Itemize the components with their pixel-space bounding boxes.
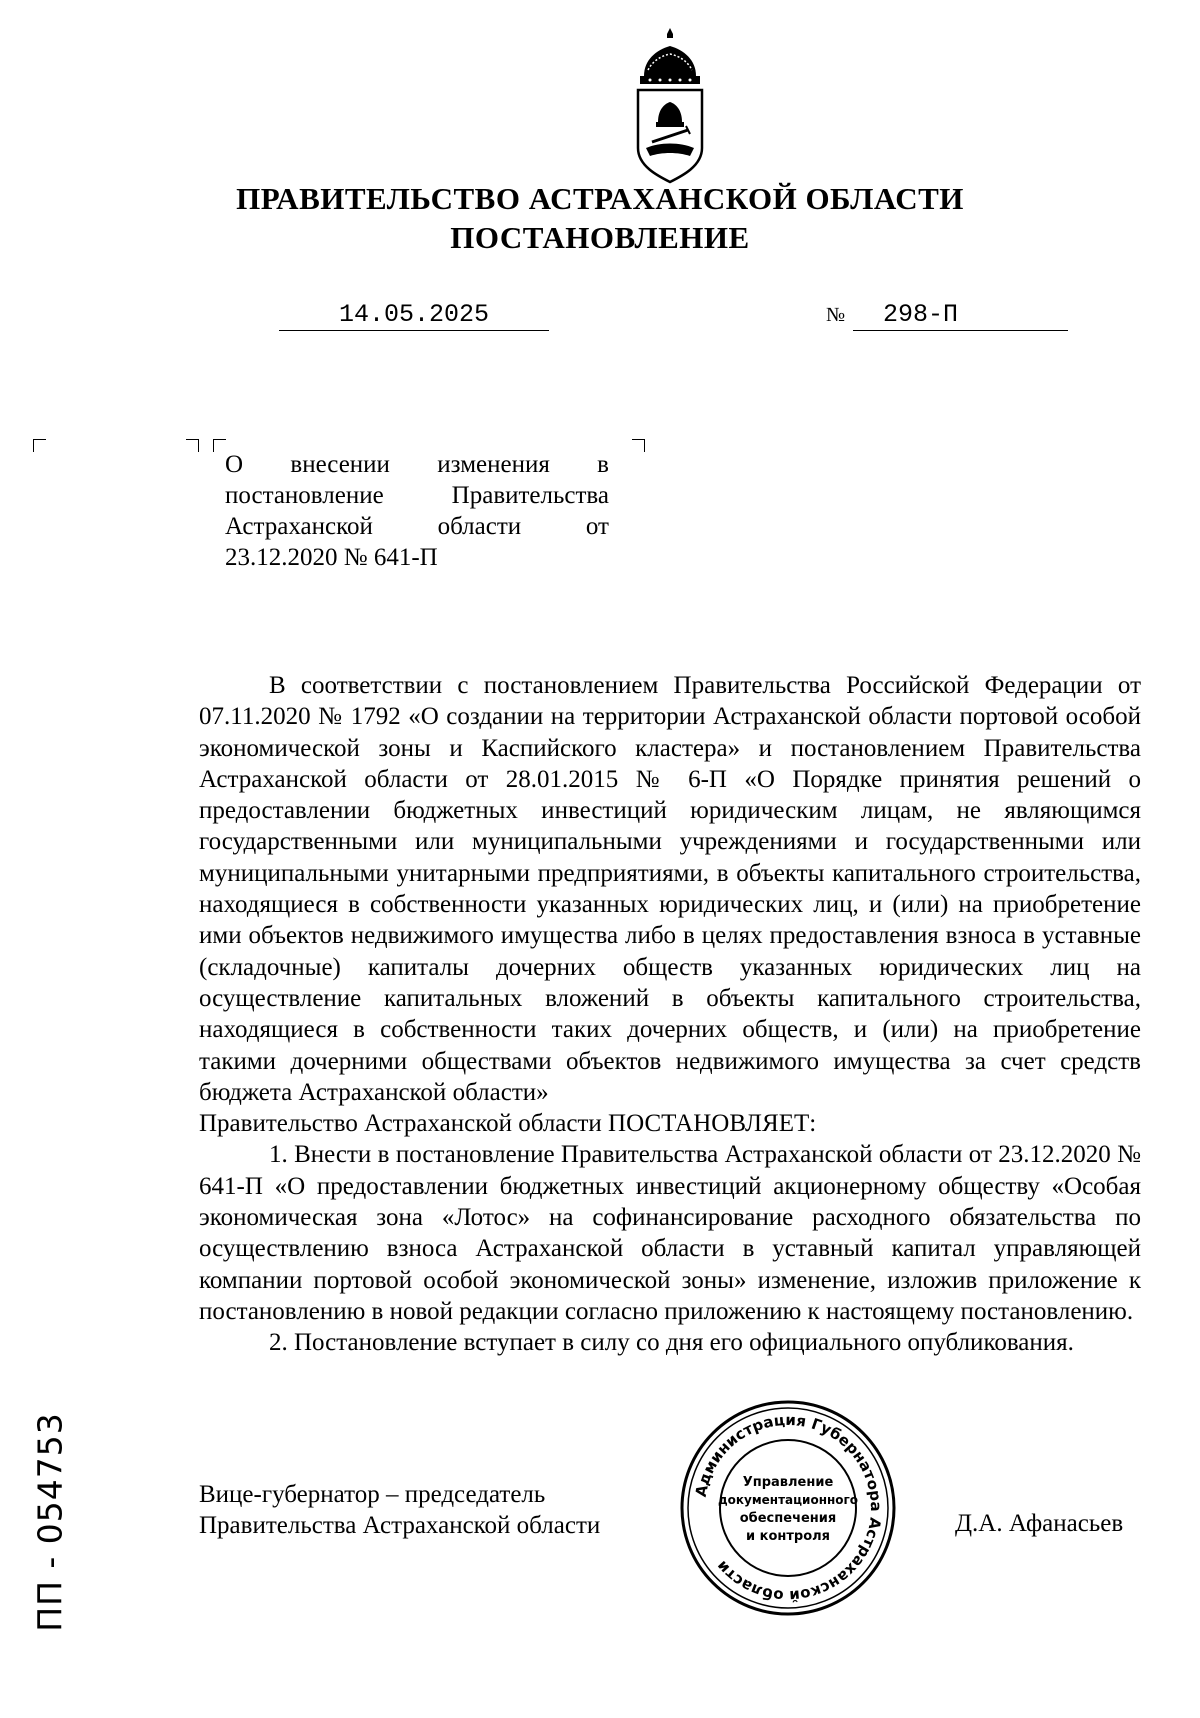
stamp-inner-line-4: и контроля — [745, 1529, 831, 1544]
corner-mark — [186, 439, 199, 452]
item-2-paragraph: 2. Постановление вступает в силу со дня его официального опубликования. — [269, 1329, 1074, 1357]
corner-mark — [33, 439, 46, 452]
serial-text: ПП - 054753 — [30, 1412, 70, 1632]
document-type: ПОСТАНОВЛЕНИЕ — [450, 220, 750, 255]
coat-of-arms-icon — [630, 26, 710, 186]
signer-position — [199, 1479, 600, 1541]
preamble-paragraph: В соответствии с постановлением Правительства Российской Федерации от 07.11.2020 № 1792 «О создании на территории Астраханской области портовой особой экономической зоны и Каспийского кластера» и постановлением Правительства Астраханской области от 28.01.2015 № 6-П «О Порядке принятия решений о предоставлении бюджетных инвестиций юридическим лицам, не являющимся государственными или муниципальными учреждениями и государственными или муниципальными унитарными предприятиями, в объекты капитального строительства, находящиеся в собственности указанных юридических лиц, и (или) на приобретение ими объектов недвижимого имущества либо в целях предоставления взноса в уставные (складочные) капиталы дочерних обществ указанных юридических лиц на осуществление капитальных вложений в объекты капитального строительства, находящиеся в собственности таких дочерних обществ, и (или) на приобретение такими дочерними обществами объектов недвижимого имущества за счет средств бюджета Астраханской области» — [199, 672, 1141, 1106]
signer-position-line-1: Вице-губернатор – председатель — [199, 1481, 546, 1508]
stamp-outer-text: Администрация Губернатора Астраханской области — [691, 1410, 886, 1606]
stamp-inner-line-3: обеспечения — [739, 1511, 837, 1526]
government-title: ПРАВИТЕЛЬСТВО АСТРАХАНСКОЙ ОБЛАСТИ — [236, 181, 964, 216]
resolves-line: Правительство Астраханской области ПОСТАНОВЛЯЕТ: — [199, 1110, 817, 1138]
stamp-inner-line-1: Управление — [742, 1475, 834, 1490]
document-number: 298-П — [853, 300, 1068, 331]
document-body — [199, 670, 1141, 1359]
signer-position-line-2: Правительства Астраханской области — [199, 1512, 601, 1539]
signer-name: Д.А. Афанасьев — [955, 1510, 1124, 1537]
form-serial-number — [28, 1372, 72, 1672]
document-subject: О внесении изменения в постановление Правительства Астраханской области от 23.12.2020 № 641-П — [225, 451, 609, 571]
item-1-paragraph: 1. Внести в постановление Правительства Астраханской области от 23.12.2020 № 641-П «О предоставлении бюджетных инвестиций акционерному обществу «Особая экономическая зона «Лотос» на софинансирование расходного обязательства по осуществлению взноса Астраханской области в уставный капитал управляющей компании портовой особой экономической зоны» изменение, изложив приложение к постановлению в новой редакции согласно приложению к настоящему постановлению. — [199, 1141, 1141, 1325]
stamp-inner-line-2: документационного — [717, 1493, 859, 1507]
official-stamp-icon — [678, 1398, 898, 1618]
document-date: 14.05.2025 — [279, 300, 549, 331]
number-label: № — [826, 304, 846, 326]
corner-mark — [632, 439, 645, 452]
